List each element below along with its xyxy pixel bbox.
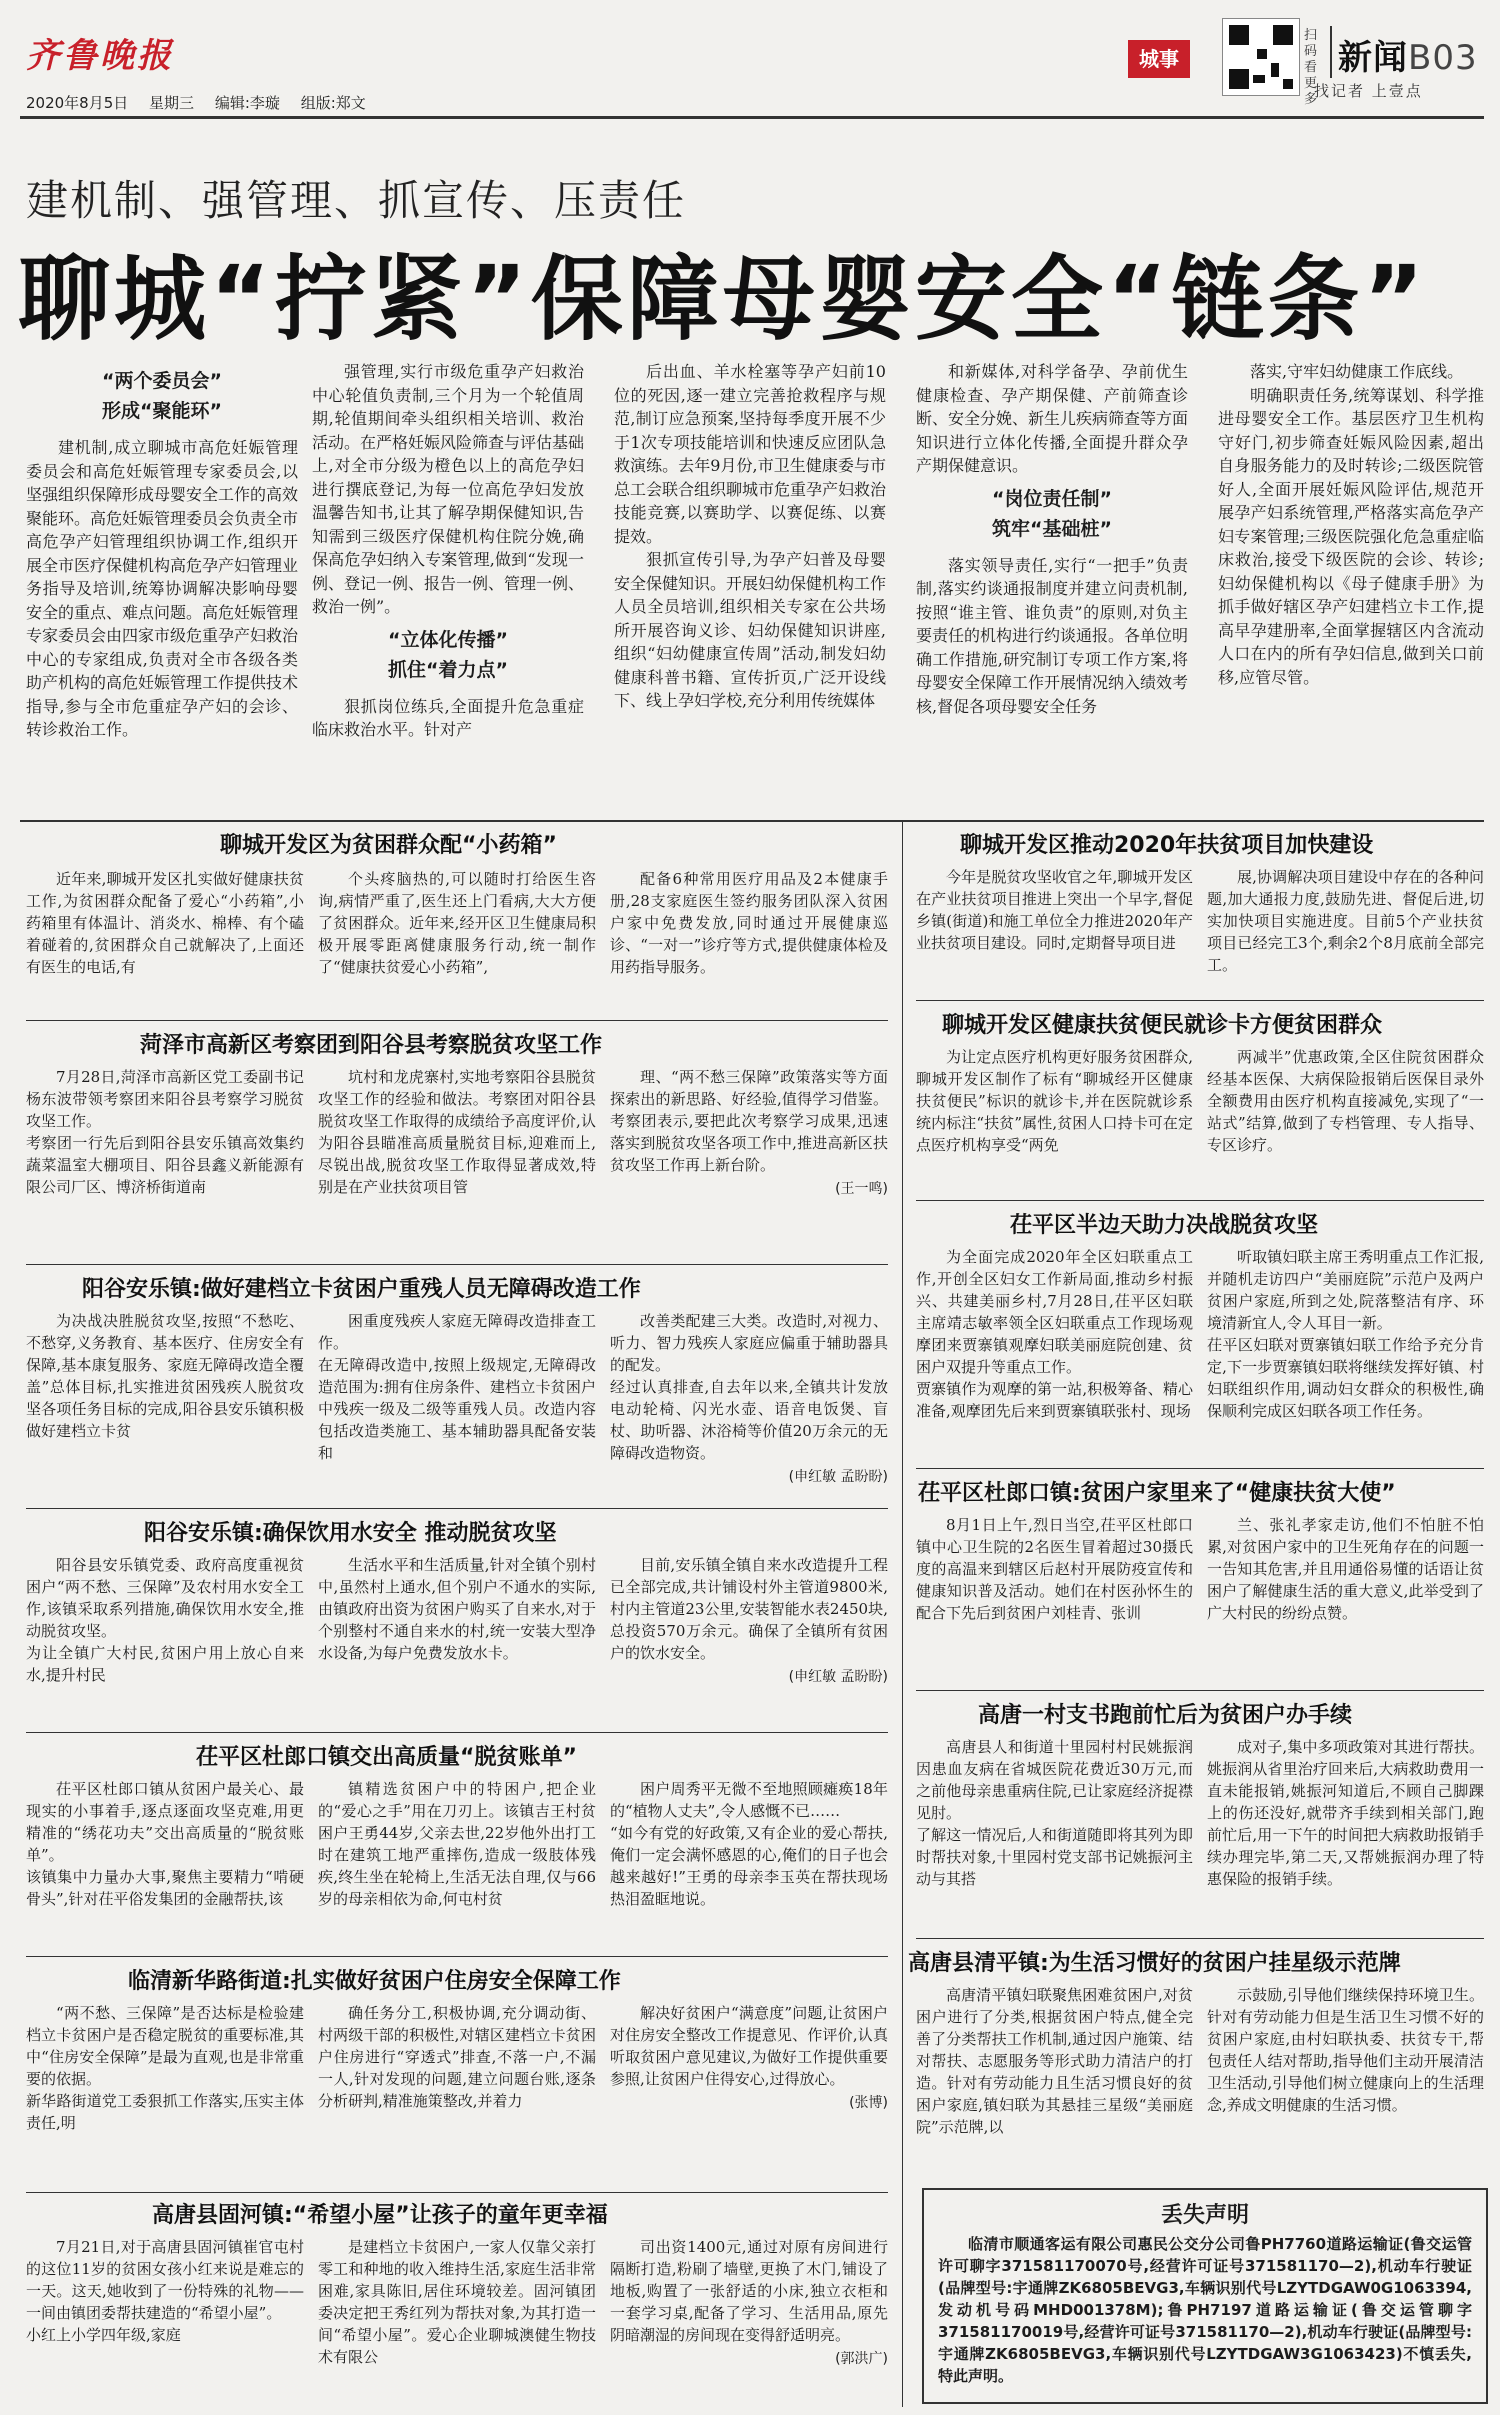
lead-subhead-2: “立体化传播” 抓住“着力点” [388,628,508,681]
scan-text: 扫码看更多 [1304,28,1318,107]
article-title: 临清新华路街道:扎实做好贫困户住房安全保障工作 [128,1969,621,1994]
article-title: 高唐一村支书跑前忙后为贫困户办手续 [978,1703,1353,1728]
dateline [26,92,382,113]
editor: 编辑:李璇 [214,94,280,112]
article-title: 茌平区杜郎口镇:贫困户家里来了“健康扶贫大使” [918,1481,1396,1506]
article-body: 茌平区杜郎口镇从贫困户最关心、最现实的小事着手,逐点逐面攻坚克难,用更精准的“绣花功夫”交出高质量的“脱贫账单”。 该镇集中力量办大事,聚焦主要精力“啃硬骨头”,针对茌平俗发集团的金融帮扶,该 镇精选贫困户中的特困户,把企业的“爱心之手”用在刀刃上。该镇吉王村贫困户王勇44岁,父亲去世,22岁他外出打工时在建筑工地严重摔伤,造成一级肢体残疾,终生坐在轮椅上,生活无法自理,仅与66岁的母亲相依为命,何屯村贫 困户周秀平无微不至地照顾瘫痪18年的“植物人丈夫”,令人感慨不已…… “如今有党的好政策,又有企业的爱心帮扶,俺们一定会满怀感恩的心,俺们的日子也会越来越好!”王勇的母亲李玉英在帮扶现场热泪盈眶地说。 [26,1780,888,1908]
article-body: 近年来,聊城开发区扎实做好健康扶贫工作,为贫困群众配备了爱心“小药箱”,小药箱里有体温计、消炎水、棉棒、有个磕着碰着的,贫困群众自己就解决了,上面还有医生的电话,有 个头疼脑热的,可以随时打给医生咨询,病情严重了,医生还上门看病,大大方便了贫困群众。近年来,经开区卫生健康局积极开展零距离健康服务行动,统一制作了“健康扶贫爱心小药箱”, 配备6种常用医疗用品及2本健康手册,28支家庭医生签约服务团队深入贫困户家中免费发放,同时通过开展健康巡诊、“一对一”诊疗等方式,提供健康体检及用药指导服务。 [26,870,888,976]
article-body: “两不愁、三保障”是否达标是检验建档立卡贫困户是否稳定脱贫的重要标准,其中“住房安全保障”是最为直观,也是非常重要的依据。 新华路街道党工委狠抓工作落实,压实主体责任,明 确任务分工,积极协调,充分调动街、村两级干部的积极性,对辖区建档立卡贫困户住房进行“穿透式”排查,不落一户,不漏一人,针对发现的问题,建立问题台账,逐条分析研判,精准施策整改,并着力 解决好贫困户“满意度”问题,让贫困户对住房安全整改工作提意见、作评价,认真听取贫困户意见建议,为做好工作提供重要参照,让贫困户住得安心,过得放心。 (张博) [26,2004,888,2132]
article-title: 聊城开发区健康扶贫便民就诊卡方便贫困群众 [942,1013,1383,1038]
lead-column-3: 后出血、羊水栓塞等孕产妇前10位的死因,逐一建立完善抢救程序与规范,制订应急预案,坚持每季度开展不少于1次专项技能培训和快速反应团队急救演练。去年9月份,市卫生健康委与市总工会联合组织聊城市危重孕产妇救治技能竞赛,以赛助学、以赛促练、以赛提效。 狠抓宣传引导,为孕产妇普及母婴安全保健知识。开展妇幼保健机构工作人员全员培训,组织相关专家在公共场所开展咨询义诊、妇幼保健知识讲座,组织“妇幼健康宣传周”活动,制发妇幼健康科普书籍、宣传折页,广泛开设线下、线上孕妇学校,充分利用传统媒体 [614,362,886,710]
article-title: 聊城开发区为贫困群众配“小药箱” [220,833,557,858]
page-number: B03 [1408,38,1478,78]
article-title: 茌平区杜郎口镇交出高质量“脱贫账单” [196,1745,577,1770]
article-title: 阳谷安乐镇:做好建档立卡贫困户重残人员无障碍改造工作 [82,1277,641,1302]
lead-column-4: 和新媒体,对科学备孕、孕前优生健康检查、孕产期保健、产前筛查诊断、安全分娩、新生儿疾病筛查等方面知识进行立体化传播,全面提升群众孕产期保健意识。 “岗位责任制” 筑牢“基础桩” 落实领导责任,实行“一把手”负责制,落实约谈通报制度并建立问责机制,按照“谁主管、谁负责”的原则,对负主要责任的机构进行约谈通报。各单位明确工作措施,研究制订专项工作方案,将母婴安全保障工作开展情况纳入绩效考核,督促各项母婴安全任务 [916,362,1188,716]
city-badge: 城事 [1128,40,1190,78]
weekday: 星期三 [149,94,195,112]
article-body: 高唐清平镇妇联聚焦困难贫困户,对贫困户进行了分类,根据贫困户特点,健全完善了分类帮扶工作机制,通过因户施策、结对帮扶、志愿服务等形式助力清洁户的打造。针对有劳动能力且生活习惯良好的贫困户家庭,镇妇联为其悬挂三星级“美丽庭院”示范牌,以 示鼓励,引导他们继续保持环境卫生。针对有劳动能力但是生活卫生习惯不好的贫困户家庭,由村妇联执委、扶贫专干,帮包责任人结对帮助,指导他们主动开展清洁卫生活动,引导他们树立健康向上的生活理念,养成文明健康的生活习惯。 [916,1986,1484,2136]
article-body: 7月28日,菏泽市高新区党工委副书记杨东波带领考察团来阳谷县考察学习脱贫攻坚工作。 考察团一行先后到阳谷县安乐镇高效集约蔬菜温室大棚项目、阳谷县鑫义新能源有限公司厂区、博济桥街道南 坑村和龙虎寨村,实地考察阳谷县脱贫攻坚工作的经验和做法。考察团对阳谷县脱贫攻坚工作取得的成绩给予高度评价,认为阳谷县瞄准高质量脱贫目标,迎难而上,尽锐出战,脱贫攻坚工作取得显著成效,特别是在产业扶贫项目管 理、“两不愁三保障”政策落实等方面探索出的新思路、好经验,值得学习借鉴。考察团表示,要把此次考察学习成果,迅速落实到脱贫攻坚各项工作中,推进高新区扶贫攻坚工作再上新台阶。 (王一鸣) [26,1066,888,1262]
byline: (申红敏 孟盼盼) [788,1469,888,1485]
layout-editor: 组版:郑文 [300,94,366,112]
lost-notice [922,2188,1488,2404]
article-title: 高唐县固河镇:“希望小屋”让孩子的童年更幸福 [152,2203,608,2228]
reporter-line: 找记者 上壹点 [1314,82,1423,100]
notice-body: 临清市顺通客运有限公司惠民公交分公司鲁PH7760道路运输证(鲁交运管许可聊字371581170070号,经营许可证号371581170—2),机动车行驶证(品牌型号:宇通牌ZK6805BEVG3,车辆识别代号LZYTDGAW0G1063394,发动机号码MHD001378M);鲁PH7197道路运输证(鲁交运管聊字371581170019号,经营许可证号371581170—2),机动车行驶证(品牌型号:宇通牌ZK6805BEVG3,车辆识别代号LZYTDGAW3G1063423)不慎丢失,特此声明。 [938,2235,1472,2385]
lead-subhead-1: “两个委员会” 形成“聚能环” [102,370,222,422]
byline: (申红敏 孟盼盼) [788,1669,888,1685]
byline: (王一鸣) [835,1181,888,1197]
lead-subhead-3: “岗位责任制” 筑牢“基础桩” [992,487,1112,540]
lead-headline: 聊城“拧紧”保障母婴安全“链条” [18,246,1428,353]
article-body: 8月1日上午,烈日当空,茌平区杜郎口镇中心卫生院的2名医生冒着超过30摄氏度的高温来到辖区后赵村开展防疫宣传和健康知识普及活动。她们在村医孙怀生的配合下先后到贫困户刘桂青、张训 兰、张礼孝家走访,他们不怕脏不怕累,对贫困户家中的卫生死角存在的问题一一告知其危害,并且用通俗易懂的话语让贫困户了解健康生活的重大意义,此举受到了广大村民的纷纷点赞。 [916,1516,1484,1622]
article-body: 阳谷县安乐镇党委、政府高度重视贫困户“两不愁、三保障”及农村用水安全工作,该镇采取系列措施,确保饮用水安全,推动脱贫攻坚。 为让全镇广大村民,贫困户用上放心自来水,提升村民 生活水平和生活质量,针对全镇个别村中,虽然村上通水,但个别户不通水的实际,由镇政府出资为贫困户购买了自来水,对于个别整村不通自来水的村,统一安装大型净水设备,为每户免费发放水卡。 目前,安乐镇全镇自来水改造提升工程已全部完成,共计铺设村外主管道9800米,村内主管道23公里,安装智能水表2450块,总投资570万余元。确保了全镇所有贫困户的饮水安全。 (申红敏 孟盼盼) [26,1554,888,1730]
article-title: 菏泽市高新区考察团到阳谷县考察脱贫攻坚工作 [140,1033,603,1058]
lead-column-5: 落实,守牢妇幼健康工作底线。 明确职责任务,统筹谋划、科学推进母婴安全工作。基层医疗卫生机构守好门,初步筛查妊娠风险因素,超出自身服务能力的及时转诊;二级医院管好人,全面开展妊娠风险评估,规范开展孕产妇系统管理,严格落实高危孕产妇专案管理;三级医院强化危急重症临床救治,接受下级医院的会诊、转诊;妇幼保健机构以《母子健康手册》为抓手做好辖区孕产妇建档立卡工作,提高早孕建册率,全面掌握辖区内含流动人口在内的所有孕妇信息,做到关口前移,应管尽管。 [1218,362,1484,687]
article-body: 7月21日,对于高唐县固河镇崔官屯村的这位11岁的贫困女孩小红来说是难忘的一天。这天,她收到了一份特殊的礼物——一间由镇团委帮扶建造的“希望小屋”。 小红上小学四年级,家庭 是建档立卡贫困户,一家人仅靠父亲打零工和种地的收入维持生活,家庭生活非常困难,家具陈旧,居住环境较差。固河镇团委决定把王秀红列为帮扶对象,为其打造一间“希望小屋”。爱心企业聊城澳健生物技术有限公 司出资1400元,通过对原有房间进行隔断打造,粉刷了墙壁,更换了木门,铺设了地板,购置了一张舒适的小床,独立衣柜和一套学习桌,配备了学习、生活用品,原先阴暗潮湿的房间现在变得舒适明亮。 (郭洪广) [26,2236,888,2408]
masthead: 齐鲁晚报 [26,36,174,76]
byline: (郭洪广) [835,2351,888,2367]
article-body: 为全面完成2020年全区妇联重点工作,开创全区妇女工作新局面,推动乡村振兴、共建美丽乡村,7月28日,茌平区妇联主席靖志敏率领全区妇联重点工作现场观摩团来贾寨镇观摩妇联美丽庭院创建、贫困户双提升等重点工作。 贾寨镇作为观摩的第一站,积极筹备、精心准备,观摩团先后来到贾寨镇联张村、现场 听取镇妇联主席王秀明重点工作汇报,并随机走访四户“美丽庭院”示范户及两户贫困户家庭,所到之处,院落整洁有序、环境清新宜人,令人耳目一新。 茌平区妇联对贾寨镇妇联工作给予充分肯定,下一步贾寨镇妇联将继续发挥好镇、村妇联组织作用,调动妇女群众的积极性,确保顺利完成区妇联各项工作任务。 [916,1248,1484,1420]
qr-code-icon[interactable] [1222,18,1300,96]
lead-kicker: 建机制、强管理、抓宣传、压责任 [26,176,687,225]
lead-column-1: “两个委员会” 形成“聚能环” 建机制,成立聊城市高危妊娠管理委员会和高危妊娠管理专家委员会,以坚强组织保障形成母婴安全工作的高效聚能环。高危妊娠管理委员会负责全市高危孕产妇管理组织协调工作,组织开展全市医疗保健机构高危孕产妇管理业务指导及培训,统筹协调解决影响母婴安全的重点、难点问题。高危妊娠管理专家委员会由四家市级危重孕产妇救治中心的专家组成,负责对全市各级各类助产机构的高危妊娠管理工作提供技术指导,参与全市危重症孕产妇的会诊、转诊救治工作。 [26,360,298,815]
article-title: 茌平区半边天助力决战脱贫攻坚 [1010,1213,1319,1238]
section-title: 新闻B03 [1338,38,1478,78]
notice-title: 丢失声明 [1160,2203,1249,2228]
byline: (张博) [849,2095,888,2111]
article-title: 阳谷安乐镇:确保饮用水安全 推动脱贫攻坚 [144,1521,557,1546]
article-title: 高唐县清平镇:为生活习惯好的贫困户挂星级示范牌 [908,1951,1401,1976]
lead-column-2: 强管理,实行市级危重孕产妇救治中心轮值负责制,三个月为一个轮值周期,轮值期间牵头组织相关培训、救治活动。在严格妊娠风险筛查与评估基础上,对全市分级为橙色以上的高危孕妇进行撰底登记,为每一位高危孕妇发放温馨告知书,让其了解孕期保健知识,告知需到三级医疗保健机构住院分娩,确保高危孕妇纳入专案管理,做到“发现一例、登记一例、报告一例、管理一例、救治一例”。 “立体化传播” 抓住“着力点” 狠抓岗位练兵,全面提升危急重症临床救治水平。针对产 [312,362,584,739]
article-title: 聊城开发区推动2020年扶贫项目加快建设 [960,833,1374,858]
article-body: 今年是脱贫攻坚收官之年,聊城开发区在产业扶贫项目推进上突出一个早字,督促乡镇(街道)和施工单位全力推进2020年产业扶贫项目建设。同时,定期督导项目进 展,协调解决项目建设中存在的各种问题,加大通报力度,鼓励先进、督促后进,切实加快项目实施进度。目前5个产业扶贫项目已经完工3个,剩余2个8月底前全部完工。 [916,868,1484,974]
article-body: 为让定点医疗机构更好服务贫困群众,聊城开发区制作了标有“聊城经开区健康扶贫便民”标识的就诊卡,并在医院就诊系统内标注“扶贫”属性,贫困人口持卡可在定点医疗机构享受“两免 两减半”优惠政策,全区住院贫困群众经基本医保、大病保险报销后医保目录外全额费用由医疗机构直接减免,实现了“一站式”结算,做到了专档管理、专人指导、专区诊疗。 [916,1048,1484,1154]
article-body: 为决战决胜脱贫攻坚,按照“不愁吃、不愁穿,义务教育、基本医疗、住房安全有保障,基本康复服务、家庭无障碍改造全覆盖”总体目标,扎实推进贫困残疾人脱贫攻坚各项任务目标的完成,阳谷县安乐镇积极做好建档立卡贫 困重度残疾人家庭无障碍改造排查工作。 在无障碍改造中,按照上级规定,无障碍改造范围为:拥有住房条件、建档立卡贫困户中残疾一级及二级等重残人员。改造内容包括改造类施工、基本辅助器具配备安装和 改善类配建三大类。改造时,对视力、听力、智力残疾人家庭应偏重于辅助器具的配发。 经过认真排查,自去年以来,全镇共计发放电动轮椅、闪光水壶、语音电饭煲、盲杖、助听器、沐浴椅等价值20万余元的无障碍改造物资。 (申红敏 孟盼盼) [26,1310,888,1508]
article-body: 高唐县人和街道十里园村村民姚振润因患血友病在省城医院花费近30万元,而之前他母亲患重病住院,已让家庭经济捉襟见肘。 了解这一情况后,人和街道随即将其列为即时帮扶对象,十里园村党支部书记姚振河主动与其搭 成对子,集中多项政策对其进行帮扶。姚振润从省里治疗回来后,大病救助费用一直未能报销,姚振河知道后,不顾自己脚踝上的伤还没好,就带齐手续到相关部门,跑前忙后,用一下午的时间把大病救助报销手续办理完毕,第二天,又帮姚振润办理了特惠保险的报销手续。 [916,1738,1484,1888]
date: 2020年8月5日 [26,94,129,112]
